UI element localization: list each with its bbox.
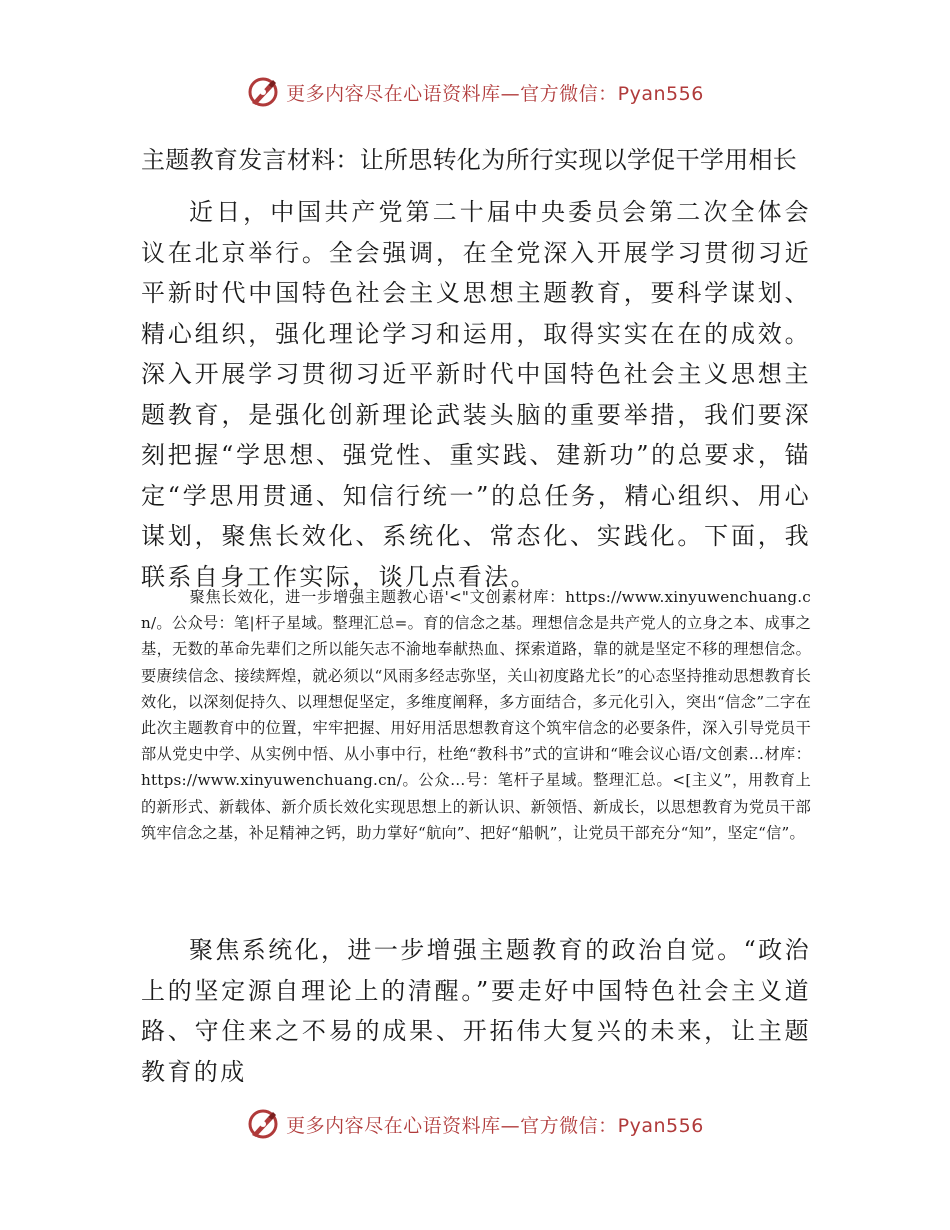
pen-logo-icon [246,75,280,109]
pen-logo-icon [246,1107,280,1141]
paragraph-intro: 近日，中国共产党第二十届中央委员会第二次全体会议在北京举行。全会强调，在全党深入开展学习贯彻习近平新时代中国特色社会主义思想主题教育，要科学谋划、精心组织，强化理论学习和运用，取得实实在在的成效。深入开展学习贯彻习近平新时代中国特色社会主义思想主题教育，是强化创新理论武装头脑的重要举措，我们要深刻把握“学思想、强党性、重实践、建新功”的总要求，锚定“学思用贯通、知信行统一”的总任务，精心组织、用心谋划，聚焦长效化、系统化、常态化、实践化。下面，我联系自身工作实际，谈几点看法。 [141,198,811,591]
footer-banner-text: 更多内容尽在心语资料库—官方微信：Pyan556 [286,1114,704,1137]
header-banner-text: 更多内容尽在心语资料库—官方微信：Pyan556 [286,82,704,105]
paragraph-long-term: 聚焦长效化，进一步增强主题教心语'<"文创素材库：https://www.xinyuwenchuang.cn/。公众号：笔|杆子星域。整理汇总=。育的信念之基。理想信念是共产党人的立身之本、成事之基，无数的革命先辈们之所以能矢志不渝地奉献热血、探索道路，靠的就是坚定不移的理想信念。要赓续信念、接续辉煌，就必须以“风雨多经志弥坚，关山初度路尤长”的心态坚持推动思想教育长效化，以深刻促持久、以理想促坚定，多维度阐释，多方面结合，多元化引入，突出“信念”二字在此次主题教育中的位置，牢牢把握、用好用活思想教育这个筑牢信念的必要条件，深入引导党员干部从党史中学、从实例中悟、从小事中行，杜绝“教科书”式的宣讲和“唯会议心语/文创素…材库：https://www.xinyuwenchuang.cn/。公众…号：笔杆子星域。整理汇总。<[主义”，用教育上的新形式、新载体、新介质长效化实现思想上的新认识、新领悟、新成长，以思想教育为党员干部筑牢信念之基，补足精神之钙，助力掌好“航向”、把好“船帆”，让党员干部充分“知”，坚定“信”。 [141,588,811,842]
footer-banner [0,1100,950,1148]
document-title: 主题教育发言材料：让所思转化为所行实现以学促干学用相长 [141,146,798,174]
paragraph-systematic: 聚焦系统化，进一步增强主题教育的政治自觉。“政治上的坚定源自理论上的清醒。”要走好中国特色社会主义道路、守住来之不易的成果、开拓伟大复兴的未来，让主题教育的成 [141,936,811,1086]
header-banner [0,68,950,116]
